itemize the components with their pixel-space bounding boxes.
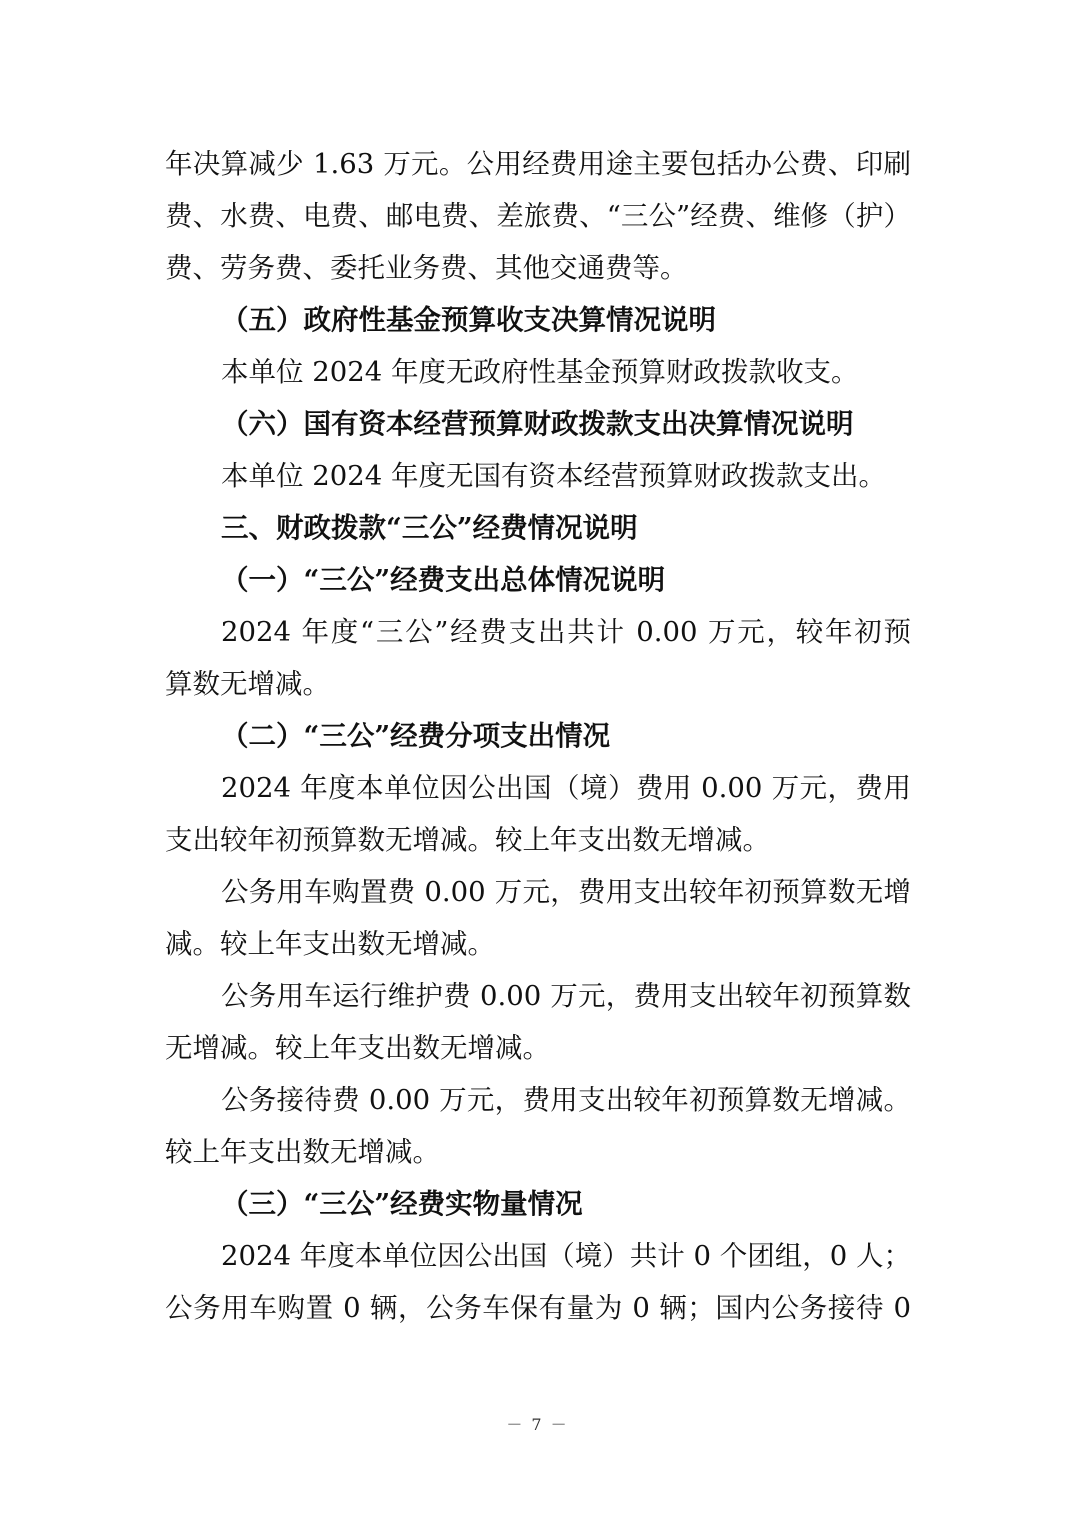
text-line: 2024 年度本单位因公出国（境）费用 0.00 万元，费用: [221, 772, 911, 804]
section-heading: （一）“三公”经费支出总体情况说明: [221, 564, 666, 596]
text-line: 费、劳务费、委托业务费、其他交通费等。: [165, 252, 688, 284]
text-line: 2024 年度本单位因公出国（境）共计 0 个团组，0 人；: [221, 1240, 911, 1272]
section-heading: （三）“三公”经费实物量情况: [221, 1188, 583, 1220]
text-line: 减。较上年支出数无增减。: [165, 928, 495, 960]
paragraph: [165, 1074, 911, 1178]
text-line: 本单位 2024 年度无国有资本经营预算财政拨款支出。: [221, 460, 886, 492]
chapter-heading: 三、财政拨款“三公”经费情况说明: [221, 512, 638, 544]
paragraph: [165, 346, 911, 398]
paragraph: [165, 606, 911, 710]
text-line: 年决算减少 1.63 万元。公用经费用途主要包括办公费、印刷: [165, 148, 911, 180]
section-heading: （五）政府性基金预算收支决算情况说明: [221, 304, 716, 336]
text-line: 支出较年初预算数无增减。较上年支出数无增减。: [165, 824, 770, 856]
text-line: 较上年支出数无增减。: [165, 1136, 440, 1168]
document-body: [165, 138, 911, 1334]
paragraph: [165, 138, 911, 294]
section-heading: （六）国有资本经营预算财政拨款支出决算情况说明: [221, 408, 854, 440]
paragraph: [165, 970, 911, 1074]
paragraph: [165, 762, 911, 866]
text-line: 公务接待费 0.00 万元，费用支出较年初预算数无增减。: [221, 1084, 911, 1116]
page-number: － 7 －: [506, 1415, 569, 1434]
text-line: 公务用车购置费 0.00 万元，费用支出较年初预算数无增: [221, 876, 911, 908]
text-line: 算数无增减。: [165, 668, 330, 700]
text-line: 公务用车购置 0 辆，公务车保有量为 0 辆；国内公务接待 0: [165, 1292, 911, 1324]
paragraph: [165, 1230, 911, 1334]
paragraph: [165, 866, 911, 970]
paragraph: [165, 450, 911, 502]
text-line: 费、水费、电费、邮电费、差旅费、“三公”经费、维修（护）: [165, 200, 911, 232]
text-line: 公务用车运行维护费 0.00 万元，费用支出较年初预算数: [221, 980, 911, 1012]
text-line: 无增减。较上年支出数无增减。: [165, 1032, 550, 1064]
text-line: 本单位 2024 年度无政府性基金预算财政拨款收支。: [221, 356, 859, 388]
section-heading: （二）“三公”经费分项支出情况: [221, 720, 611, 752]
text-line: 2024 年度“三公”经费支出共计 0.00 万元，较年初预: [221, 616, 911, 648]
